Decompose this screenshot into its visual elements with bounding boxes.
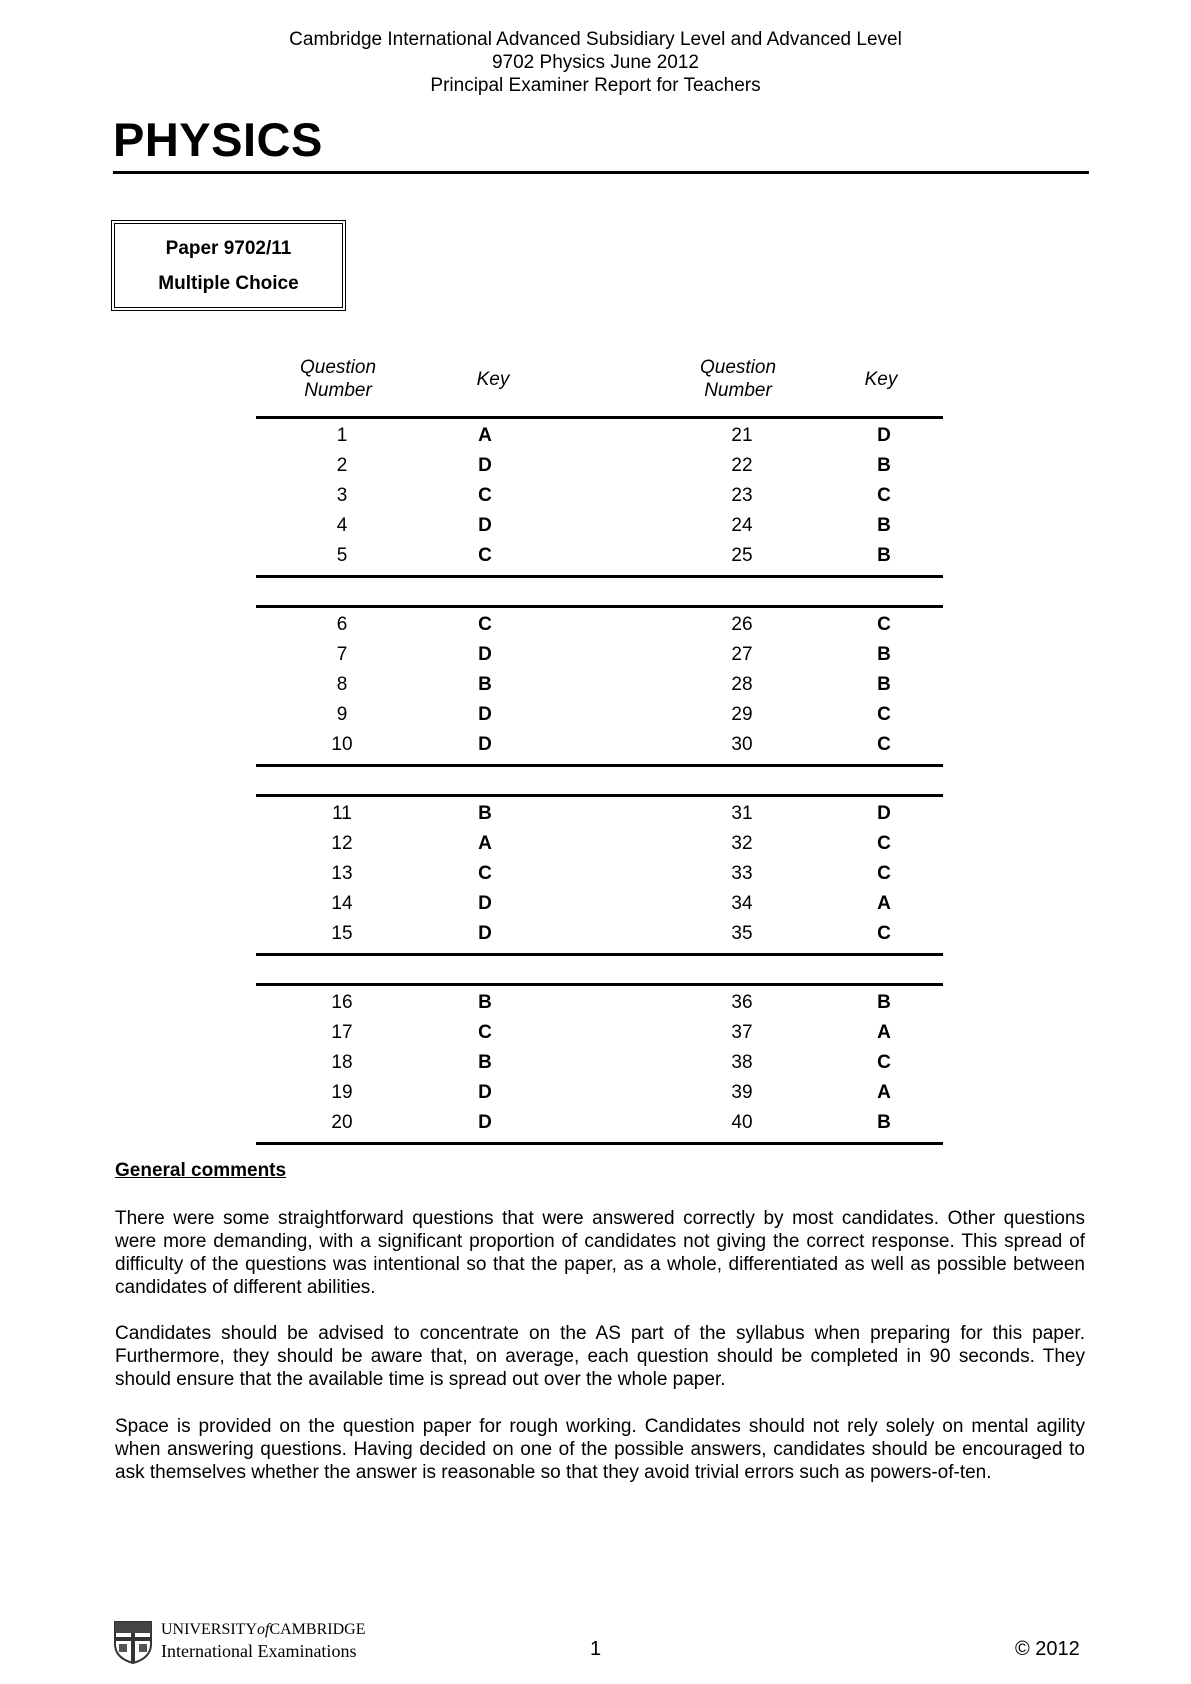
logo-university-name xyxy=(161,1620,365,1640)
question-number: 27 xyxy=(731,644,753,665)
question-number: 19 xyxy=(331,1082,353,1103)
answer-key: C xyxy=(478,614,492,635)
comment-paragraph-1: There were some straightforward questions that were answered correctly by most candidates. Other questions were more demanding, with a significant proportion of candidates not giving the correct response. This spread of difficulty of the questions was intentional so that the paper, as a whole, differentiated as well as possible between candidates of different abilities. xyxy=(115,1208,1085,1298)
question-number: 13 xyxy=(331,863,353,884)
answer-key: B xyxy=(478,1052,492,1073)
question-number: 22 xyxy=(731,455,753,476)
answer-key: D xyxy=(478,704,492,725)
question-number: 40 xyxy=(731,1112,753,1133)
table-row xyxy=(256,512,943,542)
question-number: 9 xyxy=(336,704,348,725)
question-number: 11 xyxy=(332,803,352,824)
question-number: 38 xyxy=(731,1052,753,1073)
header-question-label: Question xyxy=(699,357,777,378)
header-question-label: Question xyxy=(299,357,377,378)
table-row xyxy=(256,731,943,761)
table-row xyxy=(256,1049,943,1079)
question-number: 14 xyxy=(331,893,353,914)
question-number: 34 xyxy=(731,893,753,914)
question-block xyxy=(256,608,943,764)
logo-subtitle: International Examinations xyxy=(161,1641,357,1661)
table-row xyxy=(256,800,943,830)
question-block xyxy=(256,797,943,953)
comment-paragraph-2: Candidates should be advised to concentrate on the AS part of the syllabus when preparing for this paper. Furthermore, they should be aware that, on average, each question should be completed in 90 seconds. They should ensure that the available time is spread out over the whole paper. xyxy=(115,1323,1085,1390)
header-question-number-right xyxy=(698,356,778,402)
answer-key: D xyxy=(478,734,492,755)
answer-key: D xyxy=(478,1112,492,1133)
question-block xyxy=(256,986,943,1142)
logo-word-of: of xyxy=(257,1621,270,1638)
question-number: 15 xyxy=(331,923,353,944)
page-title: PHYSICS xyxy=(113,113,323,166)
question-number: 32 xyxy=(731,833,753,854)
answer-key: B xyxy=(877,674,891,695)
answer-key: B xyxy=(478,803,492,824)
question-number: 5 xyxy=(336,545,348,566)
question-number: 4 xyxy=(336,515,348,536)
answer-key: D xyxy=(478,644,492,665)
header-number-label: Number xyxy=(704,380,772,401)
header-key-right: Key xyxy=(864,369,898,390)
answer-key: C xyxy=(877,1052,891,1073)
answer-key: D xyxy=(478,923,492,944)
question-number: 7 xyxy=(336,644,348,665)
header-key-left: Key xyxy=(476,369,510,390)
question-number: 18 xyxy=(331,1052,353,1073)
answer-key: B xyxy=(478,992,492,1013)
answer-key: C xyxy=(877,614,891,635)
answer-key: C xyxy=(877,833,891,854)
answer-key: C xyxy=(478,545,492,566)
header-line-1: Cambridge International Advanced Subsidiary Level and Advanced Level xyxy=(289,29,902,50)
table-row xyxy=(256,542,943,572)
answer-key-table xyxy=(256,356,943,1145)
table-rule xyxy=(256,1142,943,1145)
table-header xyxy=(256,356,943,416)
answer-key: C xyxy=(478,863,492,884)
question-number: 24 xyxy=(731,515,753,536)
table-row xyxy=(256,482,943,512)
header-line-2: 9702 Physics June 2012 xyxy=(491,52,700,73)
answer-key: C xyxy=(478,1022,492,1043)
university-crest-icon xyxy=(113,1620,153,1664)
comment-paragraph-3: Space is provided on the question paper for rough working. Candidates should not rely solely on mental agility when answering questions. Having decided on one of the possible answers, candidates should be encouraged to ask themselves whether the answer is reasonable so that they avoid trivial errors such as powers-of-ten. xyxy=(115,1416,1085,1483)
answer-key: D xyxy=(877,803,891,824)
copyright-notice: © 2012 xyxy=(1015,1638,1080,1660)
answer-key: B xyxy=(877,992,891,1013)
question-number: 25 xyxy=(731,545,753,566)
table-gap xyxy=(256,578,943,605)
answer-key: D xyxy=(478,455,492,476)
question-number: 20 xyxy=(331,1112,353,1133)
title-divider xyxy=(113,171,1089,174)
answer-key: C xyxy=(877,485,891,506)
question-number: 17 xyxy=(331,1022,353,1043)
table-row xyxy=(256,701,943,731)
question-number: 21 xyxy=(731,425,753,446)
paper-code: Paper 9702/11 xyxy=(165,238,292,259)
table-row xyxy=(256,452,943,482)
logo-word-university: UNIVERSITY xyxy=(161,1621,257,1638)
table-row xyxy=(256,920,943,950)
table-row xyxy=(256,1079,943,1109)
answer-key: C xyxy=(877,704,891,725)
answer-key: B xyxy=(877,455,891,476)
question-number: 2 xyxy=(336,455,348,476)
question-number: 37 xyxy=(731,1022,753,1043)
question-number: 1 xyxy=(336,425,348,446)
table-row xyxy=(256,671,943,701)
question-number: 36 xyxy=(731,992,753,1013)
answer-key: A xyxy=(877,1082,891,1103)
table-row xyxy=(256,890,943,920)
answer-key: C xyxy=(478,485,492,506)
general-comments-heading: General comments xyxy=(115,1160,287,1181)
table-row xyxy=(256,860,943,890)
question-number: 35 xyxy=(731,923,753,944)
answer-key: B xyxy=(478,674,492,695)
question-number: 16 xyxy=(331,992,353,1013)
paper-type: Multiple Choice xyxy=(158,273,299,294)
question-number: 39 xyxy=(731,1082,753,1103)
answer-key: D xyxy=(478,515,492,536)
table-row xyxy=(256,1019,943,1049)
table-gap xyxy=(256,956,943,983)
paper-box xyxy=(111,220,346,311)
answer-key: B xyxy=(877,515,891,536)
table-row xyxy=(256,422,943,452)
page-number: 1 xyxy=(590,1638,602,1660)
question-number: 3 xyxy=(336,485,348,506)
answer-key: C xyxy=(877,863,891,884)
answer-key: A xyxy=(877,893,891,914)
answer-key: C xyxy=(877,923,891,944)
answer-key: B xyxy=(877,644,891,665)
logo-word-cambridge: CAMBRIDGE xyxy=(269,1621,366,1638)
answer-key: B xyxy=(877,1112,891,1133)
answer-key: B xyxy=(877,545,891,566)
answer-key: A xyxy=(877,1022,891,1043)
question-number: 30 xyxy=(731,734,753,755)
table-row xyxy=(256,830,943,860)
answer-key: A xyxy=(478,833,492,854)
question-number: 10 xyxy=(331,734,353,755)
table-row xyxy=(256,611,943,641)
report-header xyxy=(0,28,1191,97)
answer-key: D xyxy=(478,1082,492,1103)
header-line-3: Principal Examiner Report for Teachers xyxy=(430,75,761,96)
cambridge-logo xyxy=(113,1620,383,1664)
question-number: 8 xyxy=(336,674,348,695)
question-number: 23 xyxy=(731,485,753,506)
question-number: 31 xyxy=(731,803,753,824)
answer-key: D xyxy=(877,425,891,446)
question-block xyxy=(256,419,943,575)
table-gap xyxy=(256,767,943,794)
answer-key: A xyxy=(478,425,492,446)
header-number-label: Number xyxy=(304,380,372,401)
answer-key: D xyxy=(478,893,492,914)
question-number: 28 xyxy=(731,674,753,695)
question-number: 29 xyxy=(731,704,753,725)
answer-key: C xyxy=(877,734,891,755)
table-row xyxy=(256,1109,943,1139)
question-number: 26 xyxy=(731,614,753,635)
question-number: 12 xyxy=(331,833,353,854)
question-number: 6 xyxy=(336,614,348,635)
header-question-number-left xyxy=(298,356,378,402)
question-number: 33 xyxy=(731,863,753,884)
table-row xyxy=(256,641,943,671)
table-row xyxy=(256,989,943,1019)
